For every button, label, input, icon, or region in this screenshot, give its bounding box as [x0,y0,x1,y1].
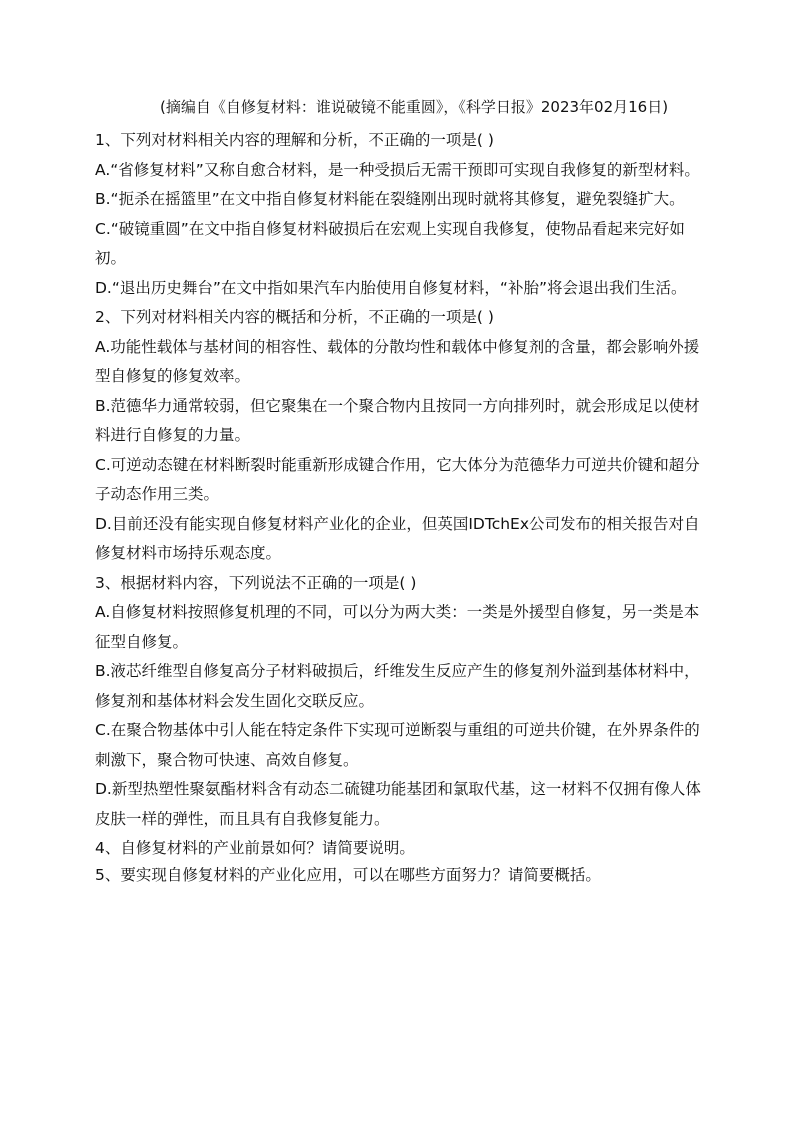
source-citation: (摘编自《自修复材料：谁说破镜不能重圆》，《科学日报》2023年02月16日) [160,98,669,116]
question-3 [95,569,705,835]
question-1 [95,126,705,303]
question-4: 4、自修复材料的产业前景如何？请简要说明。 [95,839,415,857]
option-d: D.“退出历史舞台”在文中指如果汽车内胎使用自修复材料，“补胎”将会退出我们生活。 [95,278,687,297]
option-c: C.在聚合物基体中引人能在特定条件下实现可逆断裂与重组的可逆共价键，在外界条件的刺激下，聚合物可快速、高效自修复。 [95,721,700,769]
option-a: A.“省修复材料”又称自愈合材料，是一种受损后无需干预即可实现自我修复的新型材料。 [95,160,700,179]
option-d: D.目前还没有能实现自修复材料产业化的企业，但英国IDTchEx公司发布的相关报告对自修复材料市场持乐观态度。 [95,514,700,562]
question-stem: 2、下列对材料相关内容的概括和分析，不正确的一项是( ) [95,308,494,326]
question-stem: 1、下列对材料相关内容的理解和分析，不正确的一项是( ) [95,131,494,149]
question-list [95,126,705,886]
option-b: B.液芯纤维型自修复高分子材料破损后，纤维发生反应产生的修复剂外溢到基体材料中，修复剂和基体材料会发生固化交联反应。 [95,662,700,710]
question-stem: 3、根据材料内容，下列说法不正确的一项是( ) [95,573,417,592]
option-c: C.“破镜重圆”在文中指自修复材料破损后在宏观上实现自我修复，使物品看起来完好如初。 [95,219,685,267]
option-a: A.自修复材料按照修复机理的不同，可以分为两大类：一类是外援型自修复，另一类是本征型自修复。 [95,603,700,651]
question-5: 5、要实现自修复材料的产业化应用，可以在哪些方面努力？请简要概括。 [95,865,601,884]
question-2 [95,303,705,569]
option-b: B.“扼杀在摇篮里”在文中指自修复材料能在裂缝刚出现时就将其修复，避免裂缝扩大。 [95,190,685,208]
option-a: A.功能性载体与基材间的相容性、载体的分散均性和载体中修复剂的含量，都会影响外援型自修复的修复效率。 [95,337,700,385]
option-b: B.范德华力通常较弱，但它聚集在一个聚合物内且按同一方向排列时，就会形成足以使材料进行自修复的力量。 [95,396,700,444]
option-c: C.可逆动态键在材料断裂时能重新形成键合作用，它大体分为范德华力可逆共价键和超分子动态作用三类。 [95,455,700,503]
option-d: D.新型热塑性聚氨酯材料含有动态二硫键功能基团和氯取代基，这一材料不仅拥有像人体皮肤一样的弹性，而且具有自我修复能力。 [95,780,701,828]
